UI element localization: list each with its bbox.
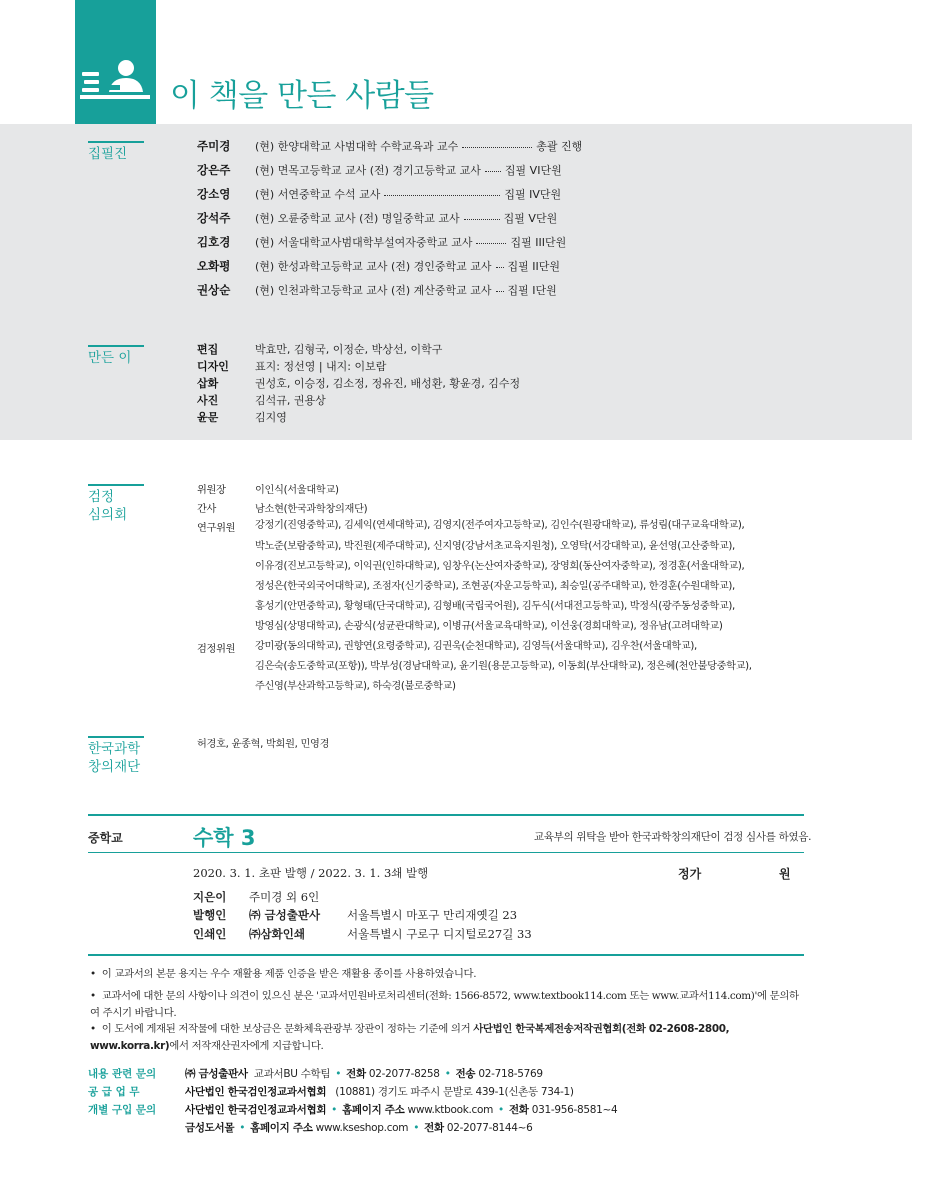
- contact-line: 사단법인 한국검인정교과서협회 • 홈페이지 주소 www.ktbook.com • 전화 031-956-8581~4: [185, 1104, 618, 1116]
- person-at-desk-icon: [75, 0, 156, 124]
- research-member-line: 정성은(한국외국어대학교), 조점자(신기중학교), 조현공(자운고등학교), 최승일(공주대학교), 한경훈(수원대학교),: [255, 581, 735, 592]
- writer-row: 김호경 (현) 서울대학교사범대학부설여자중학교 교사 집필 III단원: [197, 235, 567, 249]
- maker-row: 편집 박효만, 김형국, 이정순, 박상선, 이학구: [197, 343, 443, 356]
- header-accent-block: [75, 0, 156, 124]
- school-level: 중학교: [88, 831, 123, 845]
- writer-row: 주미경 (현) 한양대학교 사범대학 수학교육과 교수 총괄 진행: [197, 139, 583, 153]
- writer-row: 강석주 (현) 오륜중학교 교사 (전) 명일중학교 교사 집필 V단원: [197, 211, 558, 225]
- printer-logo: ㈜삼화인쇄: [249, 927, 305, 941]
- maker-row: 윤문 김지영: [197, 411, 287, 424]
- writers-section-label: 집필진: [88, 145, 127, 163]
- makers-section-label: 만든 이: [88, 349, 131, 367]
- edition-info: 2020. 3. 1. 초판 발행 / 2022. 3. 1. 3쇄 발행: [193, 866, 429, 880]
- author-row: 지은이 주미경 외 6인: [193, 890, 320, 904]
- review-exam-row: 검정위원: [197, 643, 236, 655]
- kofac-section-label: 한국과학 창의재단: [88, 740, 140, 776]
- book-title: 수학 3: [193, 826, 256, 850]
- exam-member-line: 강미광(동의대학교), 권향연(요령중학교), 김권욱(순천대학교), 김영득(서울대학교), 김우찬(서울대학교),: [255, 641, 697, 652]
- review-research-row: 연구위원: [197, 522, 236, 534]
- divider: [88, 852, 804, 853]
- writer-row: 강소영 (현) 서연중학교 수석 교사 집필 IV단원: [197, 187, 562, 201]
- writer-row: 강은주 (현) 면목고등학교 교사 (전) 경기고등학교 교사 집필 VI단원: [197, 163, 562, 177]
- contact-line: 금성도서몰 • 홈페이지 주소 www.kseshop.com • 전화 02-2077-8144~6: [185, 1122, 533, 1134]
- publisher-logo: ㈜ 금성출판사: [249, 908, 321, 922]
- content-inquiry-label: 내용 관련 문의: [88, 1068, 157, 1080]
- writer-row: 권상순 (현) 인천과학고등학교 교사 (전) 계산중학교 교사 집필 I단원: [197, 283, 557, 297]
- maker-row: 사진 김석규, 권용상: [197, 394, 326, 407]
- review-chair-row: 위원장 이인식(서울대학교): [197, 484, 339, 496]
- research-member-line: 홍성기(안면중학교), 황형태(단국대학교), 김형배(국립국어원), 김두식(서대전고등학교), 박정식(광주동성중학교),: [255, 601, 735, 612]
- divider: [88, 954, 804, 956]
- notice-item: • 이 도서에 게재된 저작물에 대한 보상금은 문화체육관광부 장관이 정하는 기준에 의거 사단법인 한국복제전송저작권협회(전화 02-2608-2800, www.korra.kr)에서 저작재산권자에게 지급합니다.: [90, 1023, 730, 1052]
- homepage-link[interactable]: www.ktbook.com: [407, 1104, 494, 1116]
- notice-item: • 이 교과서의 본문 용지는 우수 재활용 제품 인증을 받은 재활용 종이를 사용하였습니다.: [90, 968, 477, 980]
- contact-line: ㈜ 금성출판사 교과서BU 수학팀 • 전화 02-2077-8258 • 전송 02-718-5769: [185, 1068, 543, 1080]
- research-member-line: 강정기(진영중학교), 김세익(연세대학교), 김영지(전주여자고등학교), 김인수(원광대학교), 류성림(대구교육대학교),: [255, 520, 745, 531]
- individual-purchase-label: 개별 구입 문의: [88, 1104, 157, 1116]
- publisher-row: 발행인 ㈜ 금성출판사 서울특별시 마포구 만리재옛길 23: [193, 908, 518, 922]
- contact-line: 사단법인 한국검인정교과서협회 (10881) 경기도 파주시 문발로 439-1(신촌동 734-1): [185, 1086, 574, 1098]
- printer-row: 인쇄인 ㈜삼화인쇄 서울특별시 구로구 디지털로27길 33: [193, 927, 532, 941]
- price-unit: 원: [779, 867, 791, 881]
- homepage-link[interactable]: www.kseshop.com: [315, 1122, 409, 1134]
- review-secretary-row: 간사 남소현(한국과학창의재단): [197, 503, 368, 515]
- supply-label: 공 급 업 무: [88, 1086, 140, 1098]
- notice-item: • 교과서에 대한 문의 사항이나 의견이 있으신 분은 '교과서민원바로처리센터(전화: 1566-8572, www.textbook114.com 또는 www.교과서114.com)'에 문의하여 주시기 바랍니다.: [90, 990, 799, 1019]
- research-member-line: 박노준(보람중학교), 박진원(제주대학교), 신지영(강남서초교육지원청), 오영탁(서강대학교), 윤선영(고산중학교),: [255, 541, 735, 552]
- research-member-line: 이유경(진보고등학교), 이익권(인하대학교), 임창우(논산여자중학교), 장영희(동산여자중학교), 정경훈(서울대학교),: [255, 561, 745, 572]
- review-section-label: 검정 심의회: [88, 488, 127, 524]
- maker-row: 디자인 표지: 정선영 | 내지: 이보람: [197, 360, 387, 373]
- page-title: 이 책을 만든 사람들: [170, 78, 434, 114]
- exam-member-line: 주신영(부산과학고등학교), 하숙경(불로중학교): [255, 681, 456, 692]
- maker-row: 삽화 권성호, 이승정, 김소정, 정유진, 배성환, 황윤경, 김수정: [197, 377, 521, 390]
- writer-row: 오화평 (현) 한성과학고등학교 교사 (전) 경인중학교 교사 집필 II단원: [197, 259, 561, 273]
- research-member-line: 방영심(상명대학교), 손광식(성균관대학교), 이병규(서울교육대학교), 이선웅(경희대학교), 정유남(고려대학교): [255, 621, 723, 632]
- exam-member-line: 김은숙(송도중학교(포항)), 박부성(경남대학교), 윤기원(용문고등학교), 이동희(부산대학교), 정은혜(천안불당중학교),: [255, 661, 752, 672]
- price-label: 정가: [678, 867, 702, 881]
- kofac-members: 허경호, 윤종혁, 박희원, 민영경: [197, 738, 330, 750]
- divider: [88, 814, 804, 816]
- commission-note: 교육부의 위탁을 받아 한국과학창의재단이 검정 심사를 하였음.: [534, 831, 812, 843]
